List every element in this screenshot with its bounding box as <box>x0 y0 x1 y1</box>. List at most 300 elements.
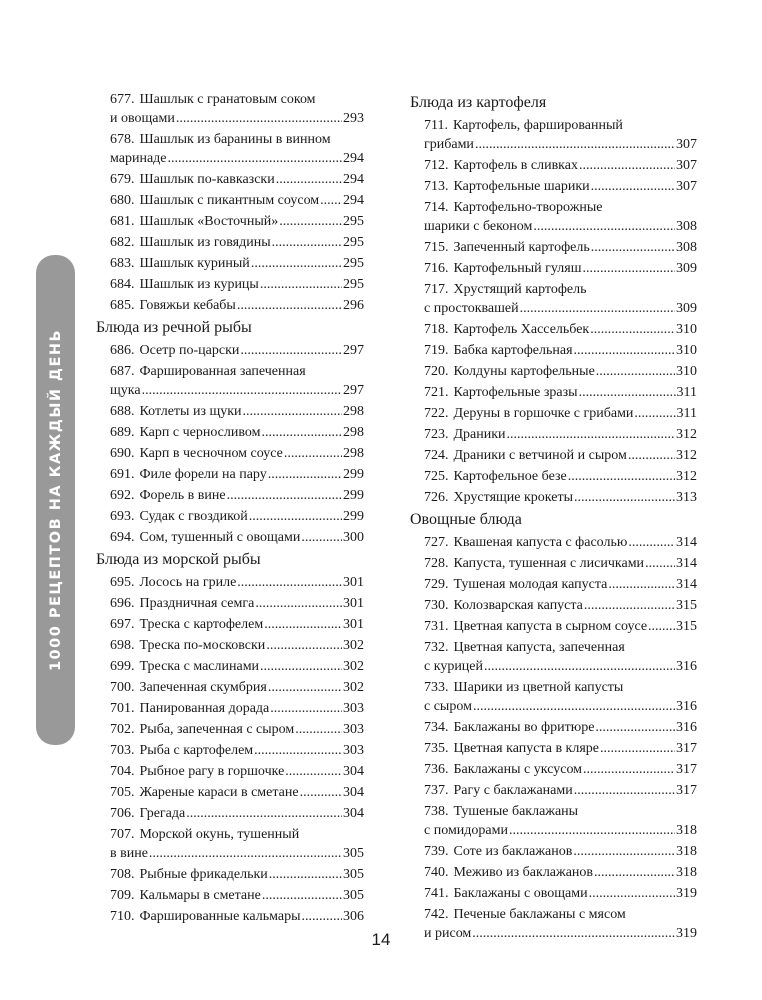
entry-title: с сыром <box>424 699 472 714</box>
entry-number: 681. <box>110 214 135 229</box>
entry-number: 693. <box>110 509 135 524</box>
entry-title: Картофель в сливках <box>453 158 578 173</box>
side-tab <box>36 255 75 745</box>
toc-entry <box>410 383 697 402</box>
entry-page: 310 <box>676 322 697 337</box>
toc-entry <box>96 783 364 802</box>
dot-leader <box>648 617 675 636</box>
toc-entry <box>96 615 364 634</box>
entry-number: 706. <box>110 806 135 821</box>
entry-page: 299 <box>343 467 364 482</box>
toc-entry <box>96 657 364 676</box>
entry-title: Котлеты из щуки <box>139 404 242 419</box>
entry-title: Карп с черносливом <box>139 425 261 440</box>
dot-leader <box>579 156 675 175</box>
dot-leader <box>255 594 342 613</box>
side-tab-label: 1000 РЕЦЕПТОВ НА КАЖДЫЙ ДЕНЬ <box>47 328 64 672</box>
entry-page: 310 <box>676 343 697 358</box>
toc-entry <box>96 636 364 655</box>
entry-page: 304 <box>343 764 364 779</box>
entry-number: 702. <box>110 722 135 737</box>
entry-page: 294 <box>343 172 364 187</box>
toc-entry <box>96 191 364 210</box>
entry-page: 294 <box>343 193 364 208</box>
dot-leader <box>237 573 342 592</box>
entry-page: 316 <box>676 659 697 674</box>
dot-leader <box>473 697 675 716</box>
dot-leader <box>272 233 342 252</box>
entry-number: 730. <box>424 598 449 613</box>
entry-number: 691. <box>110 467 135 482</box>
toc-entry <box>96 212 364 231</box>
entry-number: 687. <box>110 364 135 379</box>
entry-title: маринаде <box>110 151 167 166</box>
entry-page: 315 <box>676 598 697 613</box>
entry-page: 299 <box>343 488 364 503</box>
section-title: Блюда из морской рыбы <box>96 551 261 568</box>
dot-leader <box>574 781 675 800</box>
page-number: 14 <box>371 930 391 949</box>
entry-title: Треска с картофелем <box>139 617 264 632</box>
toc-entry <box>410 320 697 339</box>
toc-entry <box>410 446 697 465</box>
toc-entry <box>410 198 697 236</box>
entry-number: 724. <box>424 448 449 463</box>
section-title: Блюда из картофеля <box>410 94 547 111</box>
toc-entry <box>96 865 364 884</box>
entry-title: шарики с беконом <box>424 219 533 234</box>
entry-number: 729. <box>424 577 449 592</box>
dot-leader <box>645 554 675 573</box>
toc-entry <box>96 699 364 718</box>
entry-title: Цветная капуста в кляре <box>453 741 599 756</box>
dot-leader <box>628 533 675 552</box>
entry-title: Форель в вине <box>139 488 226 503</box>
dot-leader <box>237 296 342 315</box>
toc-entry <box>96 130 364 168</box>
entry-title: Шашлык «Восточный» <box>139 214 279 229</box>
entry-number: 704. <box>110 764 135 779</box>
dot-leader <box>573 842 675 861</box>
toc-entry <box>96 594 364 613</box>
dot-leader <box>628 446 675 465</box>
dot-leader <box>591 177 675 196</box>
entry-number: 715. <box>424 240 449 255</box>
entry-number: 720. <box>424 364 449 379</box>
entry-page: 311 <box>676 406 697 421</box>
entry-number: 721. <box>424 385 449 400</box>
entry-title: с помидорами <box>424 823 508 838</box>
entry-number: 682. <box>110 235 135 250</box>
entry-page: 307 <box>676 179 697 194</box>
toc-entry <box>96 507 364 526</box>
entry-number: 725. <box>424 469 449 484</box>
dot-leader <box>261 423 342 442</box>
entry-page: 301 <box>343 617 364 632</box>
toc-entry <box>410 533 697 552</box>
entry-title: Тушеная молодая капуста <box>453 577 608 592</box>
entry-page: 295 <box>343 277 364 292</box>
entry-title: и рисом <box>424 926 472 941</box>
entry-title: Кальмары в сметане <box>139 888 261 903</box>
entry-title: Шашлык из курицы <box>139 277 259 292</box>
entry-title: Капуста, тушенная с лисичками <box>453 556 645 571</box>
entry-page: 305 <box>343 846 364 861</box>
toc-entry <box>410 467 697 486</box>
entry-title: Шарики из цветной капусты <box>453 680 624 695</box>
dot-leader <box>301 907 342 926</box>
dot-leader <box>240 341 342 360</box>
entry-page: 311 <box>676 385 697 400</box>
entry-title: Деруны в горшочке с грибами <box>453 406 634 421</box>
entry-title: с курицей <box>424 659 484 674</box>
entry-number: 683. <box>110 256 135 271</box>
toc-entry <box>410 575 697 594</box>
entry-title: Грегада <box>139 806 186 821</box>
toc-entry <box>96 886 364 905</box>
toc-entry <box>96 402 364 421</box>
entry-page: 295 <box>343 235 364 250</box>
entry-number: 722. <box>424 406 449 421</box>
entry-number: 739. <box>424 844 449 859</box>
entry-page: 317 <box>676 762 697 777</box>
entry-page: 312 <box>676 469 697 484</box>
dot-leader <box>262 886 342 905</box>
entry-title: Лосось на гриле <box>139 575 237 590</box>
entry-number: 736. <box>424 762 449 777</box>
entry-page: 319 <box>676 886 697 901</box>
dot-leader <box>568 467 675 486</box>
dot-leader <box>260 657 342 676</box>
dot-leader <box>254 741 342 760</box>
entry-page: 312 <box>676 448 697 463</box>
dot-leader <box>591 238 675 257</box>
entry-number: 711. <box>424 118 448 133</box>
entry-number: 686. <box>110 343 135 358</box>
entry-title: Фаршированная запеченная <box>139 364 306 379</box>
entry-page: 308 <box>676 219 697 234</box>
entry-number: 735. <box>424 741 449 756</box>
dot-leader <box>589 884 675 903</box>
entry-title: Картофельные шарики <box>453 179 590 194</box>
entry-page: 298 <box>343 404 364 419</box>
entry-page: 303 <box>343 701 364 716</box>
entry-page: 318 <box>676 865 697 880</box>
entry-number: 707. <box>110 827 135 842</box>
dot-leader <box>594 863 675 882</box>
entry-title: Морской окунь, тушенный <box>139 827 300 842</box>
entry-title: Квашеная капуста с фасолью <box>453 535 628 550</box>
entry-number: 705. <box>110 785 135 800</box>
dot-leader <box>634 404 675 423</box>
entry-page: 305 <box>343 888 364 903</box>
dot-leader <box>279 212 342 231</box>
dot-leader <box>260 275 342 294</box>
section-title: Овощные блюда <box>410 511 522 528</box>
entry-number: 708. <box>110 867 135 882</box>
toc-entry <box>410 362 697 381</box>
dot-leader <box>243 402 342 421</box>
entry-title: грибами <box>424 137 474 152</box>
entry-number: 709. <box>110 888 135 903</box>
toc-entry <box>96 907 364 926</box>
toc-entry <box>410 802 697 840</box>
toc-entry <box>96 254 364 273</box>
dot-leader <box>149 844 342 863</box>
entry-title: Картофельные зразы <box>453 385 578 400</box>
entry-page: 304 <box>343 806 364 821</box>
entry-page: 318 <box>676 844 697 859</box>
toc-entry <box>410 617 697 636</box>
dot-leader <box>276 170 342 189</box>
toc-entry <box>410 678 697 716</box>
entry-title: Шашлык из говядины <box>139 235 271 250</box>
toc-entry <box>410 760 697 779</box>
entry-page: 315 <box>676 619 697 634</box>
entry-page: 308 <box>676 240 697 255</box>
entry-number: 685. <box>110 298 135 313</box>
entry-page: 295 <box>343 256 364 271</box>
entry-page: 295 <box>343 214 364 229</box>
entry-number: 738. <box>424 804 449 819</box>
entry-page: 301 <box>343 596 364 611</box>
toc-entry <box>96 486 364 505</box>
entry-number: 719. <box>424 343 449 358</box>
toc-entry <box>410 781 697 800</box>
entry-title: Картофельное безе <box>453 469 567 484</box>
entry-page: 305 <box>343 867 364 882</box>
toc-entry <box>96 362 364 400</box>
entry-title: Цветная капуста в сырном соусе <box>453 619 648 634</box>
toc-entry <box>96 741 364 760</box>
toc-entry <box>96 423 364 442</box>
entry-title: Драники с ветчиной и сыром <box>453 448 627 463</box>
entry-number: 728. <box>424 556 449 571</box>
toc-entry <box>410 596 697 615</box>
toc-entry <box>96 90 364 128</box>
dot-leader <box>579 383 676 402</box>
dot-leader <box>176 109 342 128</box>
entry-title: Картофель, фаршированный <box>452 118 623 133</box>
dot-leader <box>168 149 342 168</box>
entry-title: Запеченная скумбрия <box>139 680 267 695</box>
entry-page: 319 <box>676 926 697 941</box>
toc-entry <box>96 573 364 592</box>
entry-title: Рыба, запеченная с сыром <box>139 722 295 737</box>
dot-leader <box>507 425 675 444</box>
entry-title: Шашлык с гранатовым соком <box>139 92 316 107</box>
entry-page: 296 <box>343 298 364 313</box>
dot-leader <box>600 739 675 758</box>
toc-entry <box>96 341 364 360</box>
entry-number: 718. <box>424 322 449 337</box>
toc-entry <box>410 404 697 423</box>
dot-leader <box>584 596 675 615</box>
entry-number: 723. <box>424 427 449 442</box>
entry-title: Сом, тушенный с овощами <box>139 530 301 545</box>
entry-page: 307 <box>676 158 697 173</box>
entry-number: 712. <box>424 158 449 173</box>
toc-column-left <box>96 90 364 928</box>
entry-title: Фаршированные кальмары <box>139 909 301 924</box>
entry-title: Рагу с баклажанами <box>453 783 573 798</box>
entry-title: Шашлык по-кавказски <box>139 172 275 187</box>
entry-number: 690. <box>110 446 135 461</box>
entry-title: Запеченный картофель <box>453 240 590 255</box>
dot-leader <box>284 444 342 463</box>
entry-number: 696. <box>110 596 135 611</box>
dot-leader <box>269 865 342 884</box>
entry-title: Хрустящие крокеты <box>453 490 573 505</box>
entry-page: 307 <box>676 137 697 152</box>
entry-number: 677. <box>110 92 135 107</box>
entry-page: 297 <box>343 383 364 398</box>
toc-entry <box>410 341 697 360</box>
dot-leader <box>475 135 675 154</box>
entry-title: Колозварская капуста <box>453 598 583 613</box>
entry-title: Рыбное рагу в горшочке <box>139 764 285 779</box>
toc-entry <box>410 638 697 676</box>
entry-page: 318 <box>676 823 697 838</box>
dot-leader <box>608 575 675 594</box>
toc-entry <box>96 804 364 823</box>
dot-leader <box>300 783 342 802</box>
entry-title: и овощами <box>110 111 175 126</box>
entry-page: 314 <box>676 577 697 592</box>
dot-leader <box>574 488 675 507</box>
entry-number: 726. <box>424 490 449 505</box>
toc-entry <box>410 884 697 903</box>
entry-number: 695. <box>110 575 135 590</box>
entry-page: 301 <box>343 575 364 590</box>
dot-leader <box>251 254 342 273</box>
entry-number: 680. <box>110 193 135 208</box>
toc-entry <box>410 156 697 175</box>
entry-page: 314 <box>676 535 697 550</box>
toc-entry <box>96 233 364 252</box>
dot-leader <box>574 341 675 360</box>
dot-leader <box>270 699 342 718</box>
entry-title: Шашлык с пикантным соусом <box>139 193 320 208</box>
dot-leader <box>264 615 342 634</box>
dot-leader <box>596 362 675 381</box>
entry-title: Баклажаны во фритюре <box>453 720 595 735</box>
dot-leader <box>484 657 675 676</box>
entry-number: 717. <box>424 282 449 297</box>
toc-entry <box>410 863 697 882</box>
entry-title: Судак с гвоздикой <box>139 509 248 524</box>
entry-title: Хрустящий картофель <box>453 282 587 297</box>
toc-column-right <box>410 90 697 945</box>
toc-entry <box>410 718 697 737</box>
entry-page: 299 <box>343 509 364 524</box>
entry-page: 314 <box>676 556 697 571</box>
entry-title: Цветная капуста, запеченная <box>453 640 625 655</box>
entry-number: 741. <box>424 886 449 901</box>
entry-title: Меживо из баклажанов <box>453 865 594 880</box>
entry-number: 714. <box>424 200 449 215</box>
toc-entry <box>96 296 364 315</box>
entry-title: Говяжьи кебабы <box>139 298 236 313</box>
dot-leader <box>583 259 676 278</box>
entry-number: 740. <box>424 865 449 880</box>
entry-title: Шашлык из баранины в винном <box>139 132 331 147</box>
entry-page: 316 <box>676 720 697 735</box>
entry-number: 701. <box>110 701 135 716</box>
toc-entry <box>96 275 364 294</box>
dot-leader <box>533 217 675 236</box>
dot-leader <box>320 191 342 210</box>
entry-page: 313 <box>676 490 697 505</box>
toc-entry <box>96 825 364 863</box>
entry-page: 302 <box>343 680 364 695</box>
toc-entry <box>410 259 697 278</box>
toc-entry <box>410 425 697 444</box>
entry-number: 692. <box>110 488 135 503</box>
dot-leader <box>509 821 675 840</box>
entry-title: Шашлык куриный <box>139 256 250 271</box>
entry-number: 733. <box>424 680 449 695</box>
toc-entry <box>96 465 364 484</box>
entry-number: 688. <box>110 404 135 419</box>
entry-title: с простоквашей <box>424 301 519 316</box>
entry-page: 312 <box>676 427 697 442</box>
toc-entry <box>410 488 697 507</box>
entry-number: 694. <box>110 530 135 545</box>
entry-page: 310 <box>676 364 697 379</box>
dot-leader <box>285 762 342 781</box>
entry-number: 679. <box>110 172 135 187</box>
entry-title: Драники <box>453 427 506 442</box>
entry-number: 737. <box>424 783 449 798</box>
dot-leader <box>142 381 342 400</box>
toc-entry <box>96 444 364 463</box>
entry-title: Картофель Хассельбек <box>453 322 590 337</box>
entry-page: 306 <box>343 909 364 924</box>
entry-title: Жареные караси в сметане <box>139 785 299 800</box>
entry-page: 300 <box>343 530 364 545</box>
entry-page: 317 <box>676 783 697 798</box>
entry-number: 689. <box>110 425 135 440</box>
entry-number: 700. <box>110 680 135 695</box>
entry-title: Баклажаны с овощами <box>453 886 588 901</box>
dot-leader <box>268 678 342 697</box>
toc-entry <box>410 842 697 861</box>
entry-page: 309 <box>676 261 697 276</box>
entry-number: 713. <box>424 179 449 194</box>
entry-number: 698. <box>110 638 135 653</box>
toc-entry <box>96 762 364 781</box>
entry-number: 678. <box>110 132 135 147</box>
entry-number: 699. <box>110 659 135 674</box>
dot-leader <box>227 486 342 505</box>
entry-title: Печеные баклажаны с мясом <box>453 907 626 922</box>
entry-title: Филе форели на пару <box>139 467 267 482</box>
entry-number: 716. <box>424 261 449 276</box>
entry-title: Панированная дорада <box>139 701 270 716</box>
entry-page: 297 <box>343 343 364 358</box>
entry-number: 732. <box>424 640 449 655</box>
dot-leader <box>249 507 342 526</box>
entry-title: Карп в чесночном соусе <box>139 446 283 461</box>
toc-entry <box>410 280 697 318</box>
toc-entry <box>96 170 364 189</box>
entry-page: 303 <box>343 743 364 758</box>
entry-title: Баклажаны с уксусом <box>453 762 583 777</box>
entry-title: Осетр по-царски <box>139 343 240 358</box>
dot-leader <box>583 760 675 779</box>
entry-title: Картофельно-творожные <box>453 200 603 215</box>
